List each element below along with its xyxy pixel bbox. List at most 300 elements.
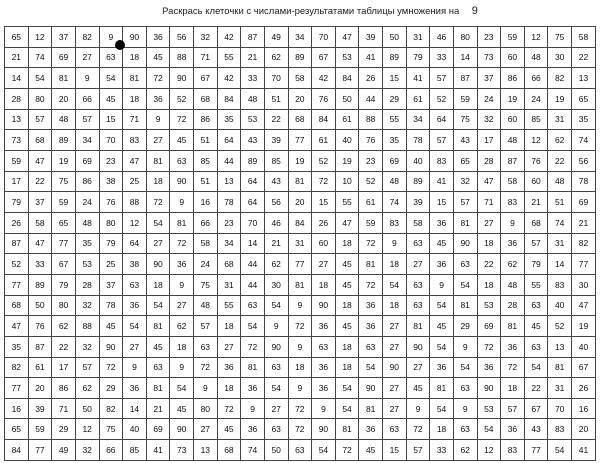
grid-cell[interactable]: 54 [430, 336, 454, 357]
grid-cell[interactable]: 44 [359, 88, 383, 109]
grid-cell[interactable]: 22 [572, 47, 596, 68]
grid-cell[interactable]: 63 [406, 233, 430, 254]
grid-cell[interactable]: 82 [5, 357, 29, 378]
grid-cell[interactable]: 55 [383, 109, 407, 130]
grid-cell[interactable]: 32 [75, 336, 99, 357]
grid-cell[interactable]: 75 [194, 274, 218, 295]
grid-cell[interactable]: 24 [194, 254, 218, 275]
grid-cell[interactable]: 63 [146, 357, 170, 378]
grid-cell[interactable]: 52 [5, 254, 29, 275]
grid-cell[interactable]: 57 [501, 398, 525, 419]
grid-cell[interactable]: 58 [288, 68, 312, 89]
grid-cell[interactable]: 63 [453, 378, 477, 399]
grid-cell[interactable]: 22 [52, 336, 76, 357]
grid-cell[interactable]: 63 [453, 419, 477, 440]
grid-cell[interactable]: 84 [335, 68, 359, 89]
grid-cell[interactable]: 70 [264, 68, 288, 89]
grid-cell[interactable]: 48 [524, 47, 548, 68]
grid-cell[interactable]: 18 [288, 357, 312, 378]
grid-cell[interactable]: 21 [5, 47, 29, 68]
grid-cell[interactable]: 88 [170, 47, 194, 68]
grid-cell[interactable]: 71 [477, 192, 501, 213]
grid-cell[interactable]: 13 [217, 171, 241, 192]
grid-cell[interactable]: 15 [383, 440, 407, 461]
grid-cell[interactable]: 67 [52, 254, 76, 275]
grid-cell[interactable]: 9 [170, 192, 194, 213]
grid-cell[interactable]: 18 [146, 274, 170, 295]
grid-cell[interactable]: 35 [5, 336, 29, 357]
grid-cell[interactable]: 77 [5, 274, 29, 295]
grid-cell[interactable]: 58 [572, 27, 596, 48]
grid-cell[interactable]: 72 [241, 336, 265, 357]
grid-cell[interactable]: 73 [477, 47, 501, 68]
grid-cell[interactable]: 84 [217, 88, 241, 109]
grid-cell[interactable]: 48 [548, 171, 572, 192]
grid-cell[interactable]: 60 [501, 47, 525, 68]
grid-cell[interactable]: 81 [288, 274, 312, 295]
grid-cell[interactable]: 23 [99, 150, 123, 171]
grid-cell[interactable]: 45 [524, 316, 548, 337]
grid-cell[interactable]: 10 [335, 171, 359, 192]
grid-cell[interactable]: 64 [430, 109, 454, 130]
grid-cell[interactable]: 72 [146, 192, 170, 213]
grid-cell[interactable]: 68 [217, 254, 241, 275]
grid-cell[interactable]: 22 [524, 378, 548, 399]
grid-cell[interactable]: 32 [75, 295, 99, 316]
grid-cell[interactable]: 72 [288, 316, 312, 337]
grid-cell[interactable]: 21 [264, 233, 288, 254]
grid-cell[interactable]: 32 [477, 109, 501, 130]
grid-cell[interactable]: 81 [453, 295, 477, 316]
grid-cell[interactable]: 47 [28, 233, 52, 254]
grid-cell[interactable]: 62 [548, 130, 572, 151]
grid-cell[interactable]: 36 [123, 378, 147, 399]
grid-cell[interactable]: 9 [123, 357, 147, 378]
grid-cell[interactable]: 14 [5, 68, 29, 89]
grid-cell[interactable]: 26 [5, 212, 29, 233]
grid-cell[interactable]: 33 [430, 47, 454, 68]
grid-cell[interactable]: 38 [99, 171, 123, 192]
grid-cell[interactable]: 36 [501, 233, 525, 254]
grid-cell[interactable]: 9 [312, 398, 336, 419]
grid-cell[interactable]: 50 [75, 398, 99, 419]
grid-cell[interactable]: 60 [501, 109, 525, 130]
grid-cell[interactable]: 81 [241, 357, 265, 378]
grid-cell[interactable]: 34 [217, 233, 241, 254]
grid-cell[interactable]: 90 [312, 295, 336, 316]
grid-cell[interactable]: 41 [572, 440, 596, 461]
grid-cell[interactable]: 42 [217, 27, 241, 48]
grid-cell[interactable]: 55 [217, 295, 241, 316]
grid-cell[interactable]: 83 [383, 212, 407, 233]
grid-cell[interactable]: 54 [146, 212, 170, 233]
grid-cell[interactable]: 63 [359, 336, 383, 357]
grid-cell[interactable]: 90 [170, 171, 194, 192]
grid-cell[interactable]: 27 [217, 336, 241, 357]
grid-cell[interactable]: 59 [501, 27, 525, 48]
grid-cell[interactable]: 54 [335, 398, 359, 419]
grid-cell[interactable]: 54 [548, 440, 572, 461]
grid-cell[interactable]: 41 [430, 171, 454, 192]
grid-cell[interactable]: 46 [264, 212, 288, 233]
grid-cell[interactable]: 19 [335, 150, 359, 171]
grid-cell[interactable]: 58 [501, 171, 525, 192]
grid-cell[interactable]: 18 [123, 88, 147, 109]
grid-cell[interactable]: 68 [194, 88, 218, 109]
grid-cell[interactable]: 36 [217, 357, 241, 378]
grid-cell[interactable]: 52 [170, 88, 194, 109]
grid-cell[interactable]: 28 [75, 274, 99, 295]
grid-cell[interactable]: 55 [524, 274, 548, 295]
grid-cell[interactable]: 50 [335, 88, 359, 109]
grid-cell[interactable]: 59 [28, 419, 52, 440]
grid-cell[interactable]: 43 [453, 130, 477, 151]
grid-cell[interactable]: 31 [217, 274, 241, 295]
grid-cell[interactable]: 54 [430, 295, 454, 316]
grid-cell[interactable]: 22 [548, 150, 572, 171]
grid-cell[interactable]: 36 [170, 254, 194, 275]
grid-cell[interactable]: 52 [359, 171, 383, 192]
grid-cell[interactable]: 39 [406, 192, 430, 213]
grid-cell[interactable]: 45 [146, 336, 170, 357]
grid-cell[interactable]: 16 [5, 398, 29, 419]
grid-cell[interactable]: 30 [572, 274, 596, 295]
grid-cell[interactable]: 12 [524, 27, 548, 48]
grid-cell[interactable]: 54 [335, 378, 359, 399]
grid-cell[interactable]: 18 [383, 254, 407, 275]
grid-cell[interactable]: 81 [406, 316, 430, 337]
grid-cell[interactable]: 9 [430, 274, 454, 295]
grid-cell[interactable]: 63 [312, 336, 336, 357]
grid-cell[interactable]: 54 [359, 357, 383, 378]
grid-cell[interactable]: 38 [123, 254, 147, 275]
grid-cell[interactable]: 35 [75, 233, 99, 254]
grid-cell[interactable]: 18 [217, 378, 241, 399]
grid-cell[interactable]: 35 [572, 109, 596, 130]
grid-cell[interactable]: 90 [99, 336, 123, 357]
grid-cell[interactable]: 87 [501, 150, 525, 171]
grid-cell[interactable]: 17 [477, 130, 501, 151]
grid-cell[interactable]: 62 [264, 254, 288, 275]
grid-cell[interactable]: 85 [524, 109, 548, 130]
grid-cell[interactable]: 84 [288, 212, 312, 233]
grid-cell[interactable]: 36 [146, 88, 170, 109]
grid-cell[interactable]: 27 [194, 419, 218, 440]
grid-cell[interactable]: 77 [28, 440, 52, 461]
grid-cell[interactable]: 20 [28, 378, 52, 399]
grid-cell[interactable]: 48 [75, 212, 99, 233]
grid-cell[interactable]: 69 [572, 192, 596, 213]
grid-cell[interactable]: 21 [241, 47, 265, 68]
grid-cell[interactable]: 23 [359, 150, 383, 171]
grid-cell[interactable]: 83 [123, 130, 147, 151]
grid-cell[interactable]: 70 [99, 130, 123, 151]
grid-cell[interactable]: 9 [288, 378, 312, 399]
grid-cell[interactable]: 72 [312, 171, 336, 192]
grid-cell[interactable]: 42 [312, 68, 336, 89]
grid-cell[interactable]: 27 [383, 398, 407, 419]
grid-cell[interactable]: 90 [359, 378, 383, 399]
grid-cell[interactable]: 41 [406, 68, 430, 89]
grid-cell[interactable]: 83 [430, 150, 454, 171]
grid-cell[interactable]: 66 [194, 212, 218, 233]
grid-cell[interactable]: 53 [241, 109, 265, 130]
grid-cell[interactable]: 39 [264, 130, 288, 151]
grid-cell[interactable]: 59 [5, 150, 29, 171]
grid-cell[interactable]: 72 [477, 336, 501, 357]
grid-cell[interactable]: 57 [28, 109, 52, 130]
grid-cell[interactable]: 64 [217, 130, 241, 151]
grid-cell[interactable]: 15 [99, 109, 123, 130]
grid-cell[interactable]: 37 [99, 274, 123, 295]
grid-cell[interactable]: 14 [241, 233, 265, 254]
grid-cell[interactable]: 27 [312, 254, 336, 275]
grid-cell[interactable]: 33 [241, 68, 265, 89]
grid-cell[interactable]: 57 [75, 357, 99, 378]
grid-cell[interactable]: 77 [5, 378, 29, 399]
grid-cell[interactable]: 80 [52, 295, 76, 316]
grid-cell[interactable]: 16 [572, 398, 596, 419]
grid-cell[interactable]: 81 [170, 212, 194, 233]
grid-cell[interactable]: 52 [312, 150, 336, 171]
grid-cell[interactable]: 72 [501, 357, 525, 378]
grid-cell[interactable]: 57 [453, 192, 477, 213]
grid-cell[interactable]: 76 [312, 88, 336, 109]
grid-cell[interactable]: 31 [548, 378, 572, 399]
grid-cell[interactable]: 23 [477, 27, 501, 48]
grid-cell[interactable]: 49 [52, 440, 76, 461]
grid-cell[interactable]: 63 [288, 440, 312, 461]
grid-cell[interactable]: 76 [99, 192, 123, 213]
grid-cell[interactable]: 21 [146, 398, 170, 419]
grid-cell[interactable]: 29 [383, 88, 407, 109]
grid-cell[interactable]: 63 [524, 336, 548, 357]
grid-cell[interactable]: 15 [383, 68, 407, 89]
grid-cell[interactable]: 62 [75, 378, 99, 399]
grid-cell[interactable]: 18 [383, 295, 407, 316]
grid-cell[interactable]: 15 [430, 192, 454, 213]
grid-cell[interactable]: 9 [75, 68, 99, 89]
grid-cell[interactable]: 61 [359, 192, 383, 213]
grid-cell[interactable]: 36 [123, 295, 147, 316]
grid-cell[interactable]: 90 [146, 254, 170, 275]
grid-cell[interactable]: 47 [572, 295, 596, 316]
grid-cell[interactable]: 55 [335, 192, 359, 213]
grid-cell[interactable]: 54 [524, 357, 548, 378]
grid-cell[interactable]: 65 [52, 212, 76, 233]
grid-cell[interactable]: 9 [383, 233, 407, 254]
grid-cell[interactable]: 79 [524, 254, 548, 275]
grid-cell[interactable]: 75 [99, 419, 123, 440]
grid-cell[interactable]: 83 [501, 192, 525, 213]
grid-cell[interactable]: 29 [99, 378, 123, 399]
grid-cell[interactable]: 87 [28, 336, 52, 357]
grid-cell[interactable]: 53 [335, 47, 359, 68]
grid-cell[interactable]: 33 [430, 440, 454, 461]
grid-cell[interactable]: 27 [406, 357, 430, 378]
grid-cell[interactable]: 27 [170, 295, 194, 316]
grid-cell[interactable]: 23 [217, 212, 241, 233]
grid-cell[interactable]: 37 [477, 68, 501, 89]
grid-cell[interactable]: 50 [28, 295, 52, 316]
grid-cell[interactable]: 40 [572, 336, 596, 357]
grid-cell[interactable]: 63 [406, 295, 430, 316]
grid-cell[interactable]: 76 [524, 150, 548, 171]
grid-cell[interactable]: 36 [501, 419, 525, 440]
grid-cell[interactable]: 64 [241, 192, 265, 213]
grid-cell[interactable]: 69 [75, 150, 99, 171]
grid-cell[interactable]: 62 [453, 440, 477, 461]
grid-cell[interactable]: 90 [312, 419, 336, 440]
grid-cell[interactable]: 18 [335, 295, 359, 316]
grid-cell[interactable]: 54 [28, 68, 52, 89]
grid-cell[interactable]: 57 [75, 109, 99, 130]
grid-cell[interactable]: 27 [383, 336, 407, 357]
grid-cell[interactable]: 18 [501, 378, 525, 399]
grid-cell[interactable]: 48 [52, 109, 76, 130]
grid-cell[interactable]: 63 [264, 357, 288, 378]
grid-cell[interactable]: 24 [75, 192, 99, 213]
grid-cell[interactable]: 80 [28, 88, 52, 109]
grid-cell[interactable]: 27 [406, 254, 430, 275]
grid-cell[interactable]: 63 [264, 419, 288, 440]
grid-cell[interactable]: 36 [312, 316, 336, 337]
grid-cell[interactable]: 27 [146, 233, 170, 254]
grid-cell[interactable]: 20 [52, 88, 76, 109]
grid-cell[interactable]: 51 [194, 171, 218, 192]
grid-cell[interactable]: 9 [453, 336, 477, 357]
grid-cell[interactable]: 61 [406, 88, 430, 109]
grid-cell[interactable]: 90 [264, 336, 288, 357]
grid-cell[interactable]: 78 [572, 171, 596, 192]
grid-cell[interactable]: 72 [99, 357, 123, 378]
grid-cell[interactable]: 68 [5, 295, 29, 316]
grid-cell[interactable]: 54 [146, 295, 170, 316]
grid-cell[interactable]: 43 [524, 419, 548, 440]
grid-cell[interactable]: 9 [264, 316, 288, 337]
grid-cell[interactable]: 85 [123, 440, 147, 461]
grid-cell[interactable]: 81 [548, 357, 572, 378]
grid-cell[interactable]: 77 [52, 233, 76, 254]
grid-cell[interactable]: 9 [288, 336, 312, 357]
grid-cell[interactable]: 57 [194, 316, 218, 337]
grid-cell[interactable]: 81 [501, 316, 525, 337]
grid-cell[interactable]: 51 [264, 88, 288, 109]
grid-cell[interactable]: 85 [194, 150, 218, 171]
grid-cell[interactable]: 81 [146, 316, 170, 337]
grid-cell[interactable]: 19 [501, 88, 525, 109]
grid-cell[interactable]: 48 [194, 295, 218, 316]
grid-cell[interactable]: 36 [501, 336, 525, 357]
grid-cell[interactable]: 90 [477, 378, 501, 399]
grid-cell[interactable]: 69 [383, 150, 407, 171]
grid-cell[interactable]: 36 [430, 357, 454, 378]
grid-cell[interactable]: 18 [430, 419, 454, 440]
grid-cell[interactable]: 90 [170, 419, 194, 440]
grid-cell[interactable]: 75 [52, 171, 76, 192]
grid-cell[interactable]: 69 [146, 419, 170, 440]
grid-cell[interactable]: 82 [75, 27, 99, 48]
grid-cell[interactable]: 9 [170, 274, 194, 295]
grid-cell[interactable]: 20 [288, 192, 312, 213]
grid-cell[interactable]: 32 [453, 171, 477, 192]
grid-cell[interactable]: 30 [548, 47, 572, 68]
grid-cell[interactable]: 65 [5, 419, 29, 440]
grid-cell[interactable]: 81 [146, 150, 170, 171]
grid-cell[interactable]: 47 [28, 150, 52, 171]
grid-cell[interactable]: 67 [194, 68, 218, 89]
grid-cell[interactable]: 13 [548, 336, 572, 357]
grid-cell[interactable]: 73 [5, 130, 29, 151]
grid-cell[interactable]: 48 [501, 130, 525, 151]
grid-cell[interactable]: 26 [312, 212, 336, 233]
grid-cell[interactable]: 18 [335, 357, 359, 378]
grid-cell[interactable]: 57 [406, 440, 430, 461]
grid-cell[interactable]: 41 [359, 47, 383, 68]
grid-cell[interactable]: 89 [241, 150, 265, 171]
grid-cell[interactable]: 46 [430, 27, 454, 48]
grid-cell[interactable]: 32 [194, 27, 218, 48]
grid-cell[interactable]: 18 [335, 233, 359, 254]
grid-cell[interactable]: 27 [123, 336, 147, 357]
grid-cell[interactable]: 14 [123, 398, 147, 419]
grid-cell[interactable]: 54 [312, 440, 336, 461]
grid-cell[interactable]: 58 [28, 212, 52, 233]
grid-cell[interactable]: 69 [52, 47, 76, 68]
grid-cell[interactable]: 30 [264, 274, 288, 295]
grid-cell[interactable]: 74 [28, 47, 52, 68]
grid-cell[interactable]: 72 [406, 419, 430, 440]
grid-cell[interactable]: 36 [359, 419, 383, 440]
grid-cell[interactable]: 9 [288, 295, 312, 316]
grid-cell[interactable]: 9 [453, 398, 477, 419]
grid-cell[interactable]: 27 [477, 212, 501, 233]
grid-cell[interactable]: 54 [383, 274, 407, 295]
grid-cell[interactable]: 72 [170, 233, 194, 254]
grid-cell[interactable]: 47 [335, 212, 359, 233]
grid-cell[interactable]: 79 [406, 47, 430, 68]
grid-cell[interactable]: 26 [572, 378, 596, 399]
grid-cell[interactable]: 47 [335, 27, 359, 48]
grid-cell[interactable]: 27 [264, 398, 288, 419]
grid-cell[interactable]: 19 [288, 150, 312, 171]
grid-cell[interactable]: 25 [99, 254, 123, 275]
grid-cell[interactable]: 36 [477, 357, 501, 378]
grid-cell[interactable]: 22 [477, 254, 501, 275]
grid-cell[interactable]: 89 [52, 130, 76, 151]
grid-cell[interactable]: 68 [217, 440, 241, 461]
grid-cell[interactable]: 45 [335, 254, 359, 275]
grid-cell[interactable]: 31 [548, 109, 572, 130]
grid-cell[interactable]: 27 [383, 316, 407, 337]
grid-cell[interactable]: 25 [123, 171, 147, 192]
grid-cell[interactable]: 63 [194, 336, 218, 357]
grid-cell[interactable]: 26 [359, 68, 383, 89]
grid-cell[interactable]: 79 [5, 192, 29, 213]
grid-cell[interactable]: 56 [170, 27, 194, 48]
grid-cell[interactable]: 60 [524, 171, 548, 192]
grid-cell[interactable]: 21 [572, 212, 596, 233]
grid-cell[interactable]: 34 [288, 27, 312, 48]
grid-cell[interactable]: 88 [123, 192, 147, 213]
grid-cell[interactable]: 45 [217, 419, 241, 440]
grid-cell[interactable]: 9 [99, 27, 123, 48]
grid-cell[interactable]: 74 [383, 192, 407, 213]
grid-cell[interactable]: 63 [99, 47, 123, 68]
grid-cell[interactable]: 54 [477, 419, 501, 440]
grid-cell[interactable]: 53 [477, 295, 501, 316]
grid-cell[interactable]: 12 [123, 212, 147, 233]
